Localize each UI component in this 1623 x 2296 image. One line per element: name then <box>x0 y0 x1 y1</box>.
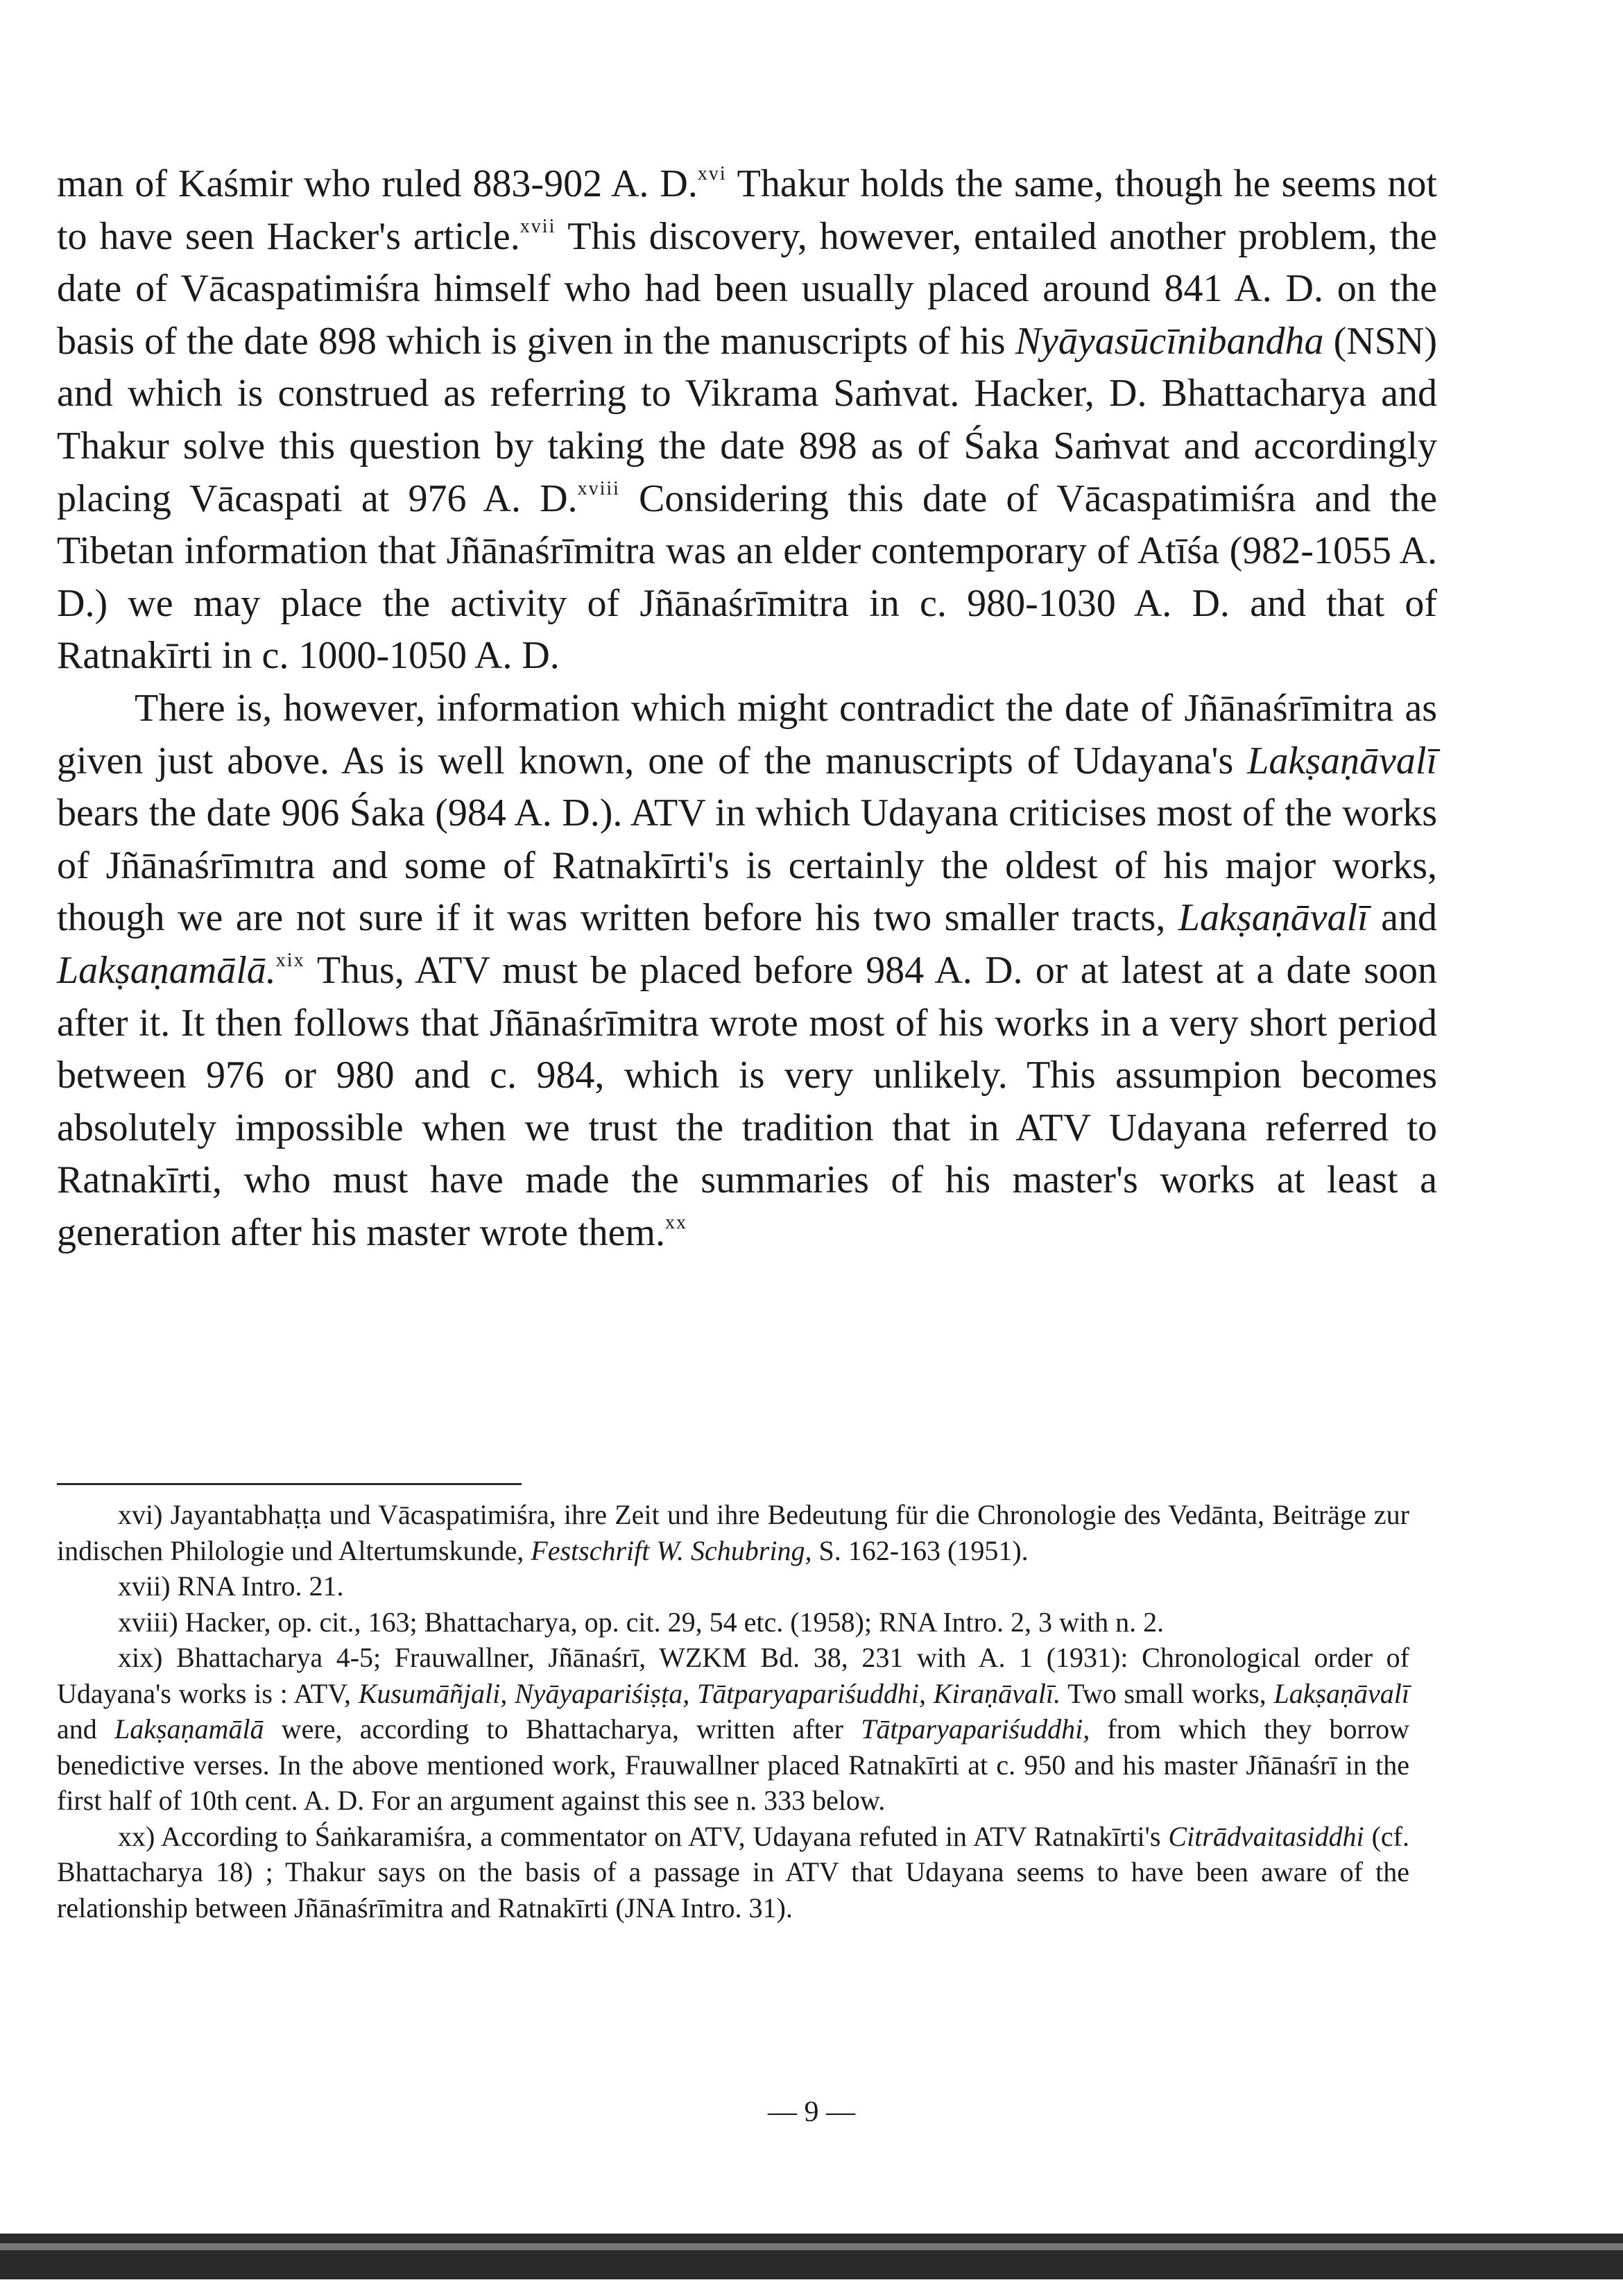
footnote-xviii <box>57 1604 1409 1640</box>
title-italic: Lakṣaṇāvalī <box>1178 896 1368 940</box>
text-span: Considering this date of Vācaspatimiśra and the Tibetan information that Jñānaśrīmitra was an elder contemporary of Atīśa (982-1055 A. D.) we may place the activity of Jñānaśrīmitra in c. 980-1030 A. D. and that of Ratnakīrti in c. 1000-1050 A. D. <box>57 477 1438 678</box>
scan-border-line <box>0 2243 1623 2250</box>
footnote-ref-xviii[interactable]: xviii <box>577 477 620 499</box>
text-span: xix) Bhattacharya 4-5; Frauwallner, Jñānaśrī, WZKM Bd. 38, 231 with A. 1 (1931): Chronological order of Udayana's works is : ATV, <box>57 1642 1409 1709</box>
footnote-xix <box>57 1640 1409 1819</box>
text-span: S. 162-163 (1951). <box>812 1534 1029 1566</box>
title-italic: Nyāyasūcīnibandha <box>1015 319 1324 363</box>
footnotes <box>57 1497 1409 1926</box>
footnote-ref-xx[interactable]: xx <box>665 1212 687 1234</box>
text-span: were, according to Bhattacharya, written after <box>264 1713 861 1745</box>
scan-border <box>0 2234 1623 2296</box>
text-span: xvii) RNA Intro. 21. <box>118 1570 344 1602</box>
text-span: from which they borrow benedictive verses. In the above mentioned work, Frauwallner placed Ratnakīrti at c. 950 and his master Jñānaśrī in the first half of 10th cent. A. D. For an argument against this see n. 333 below. <box>57 1713 1409 1816</box>
text-span: This discovery, however, entailed another problem, the date of Vācaspatimiśra himself who had been usually placed around 841 A. D. on the basis of the date 898 which is given in the manuscripts of his <box>57 214 1438 363</box>
paragraph-2 <box>57 683 1437 1260</box>
title-italic: Festschrift W. Schubring, <box>531 1534 812 1566</box>
text-span: Two small works, <box>1060 1677 1274 1709</box>
title-italic: Lakṣaṇāvalī <box>1247 739 1437 782</box>
scan-border-margin <box>0 2279 1623 2296</box>
paragraph-1 <box>57 158 1437 683</box>
text-span: There is, however, information which might contradict the date of Jñānaśrīmitra as given just above. As is well known, one of the manuscripts of Udayana's <box>57 686 1437 782</box>
title-italic: Lakṣaṇamālā. <box>57 948 276 992</box>
text-span: and <box>57 1713 114 1745</box>
text-span: (NSN) and which is construed as referring to Vikrama Saṁvat. Hacker, D. Bhattacharya and Thakur solve this question by taking the date 898 as of Śaka Saṁvat and accordingly placing Vācaspati at 976 A. D. <box>57 319 1438 520</box>
title-italic: Tātparyapariśuddhi, <box>861 1713 1090 1745</box>
text-span: xvi) Jayantabhaṭṭa und Vācaspatimiśra, ihre Zeit und ihre Bedeutung für die Chronologie des Vedānta, Beiträge zur indischen Philologie und Altertumskunde, <box>57 1499 1409 1566</box>
footnote-divider <box>57 1483 522 1485</box>
footnote-xvi <box>57 1497 1409 1568</box>
footnote-ref-xvii[interactable]: xvii <box>519 215 556 237</box>
footnote-ref-xvi[interactable]: xvi <box>697 163 727 185</box>
text-span: man of Kaśmir who ruled 883-902 A. D. <box>57 162 698 205</box>
page-number: — 9 — <box>768 2096 855 2128</box>
title-italic: Kusumāñjali, Nyāyapariśiṣṭa, Tātparyapariśuddhi, Kiraṇāvalī. <box>358 1677 1061 1709</box>
footnote-xx <box>57 1819 1409 1926</box>
text-span: (cf. Bhattacharya 18) ; Thakur says on the basis of a passage in ATV that Udayana seems to have been aware of the relationship between Jñānaśrīmitra and Ratnakīrti (JNA Intro. 31). <box>57 1820 1409 1924</box>
text-span: and <box>1368 896 1438 940</box>
main-text <box>57 158 1437 1259</box>
title-italic: Citrādvaitasiddhi <box>1168 1820 1364 1852</box>
footnote-xvii <box>57 1568 1409 1604</box>
text-span: xx) According to Śaṅkaramiśra, a commentator on ATV, Udayana refuted in ATV Ratnakīrti's <box>118 1820 1169 1852</box>
title-italic: Lakṣaṇāvalī <box>1273 1677 1409 1709</box>
text-span: Thakur holds the same, though he seems not to have seen Hacker's article. <box>57 162 1437 258</box>
text-span: bears the date 906 Śaka (984 A. D.). ATV in which Udayana criticises most of the works of Jñānaśrīmıtra and some of Ratnakīrti's is certainly the oldest of his major works, though we are not sure if it was written before his two smaller tracts, <box>57 791 1437 940</box>
footnote-ref-xix[interactable]: xix <box>275 950 305 972</box>
title-italic: Lakṣaṇamālā <box>114 1713 264 1745</box>
text-span: Thus, ATV must be placed before 984 A. D. or at latest at a date soon after it. It then follows that Jñānaśrīmitra wrote most of his works in a very short period between 976 or 980 and c. 984, which is very unlikely. This assumpion becomes absolutely impossible when we trust the tradition that in ATV Udayana referred to Ratnakīrti, who must have made the summaries of his master's works at least a generation after his master wrote them. <box>57 948 1437 1254</box>
text-span: xviii) Hacker, op. cit., 163; Bhattacharya, op. cit. 29, 54 etc. (1958); RNA Intro. 2, 3 with n. 2. <box>118 1606 1165 1638</box>
